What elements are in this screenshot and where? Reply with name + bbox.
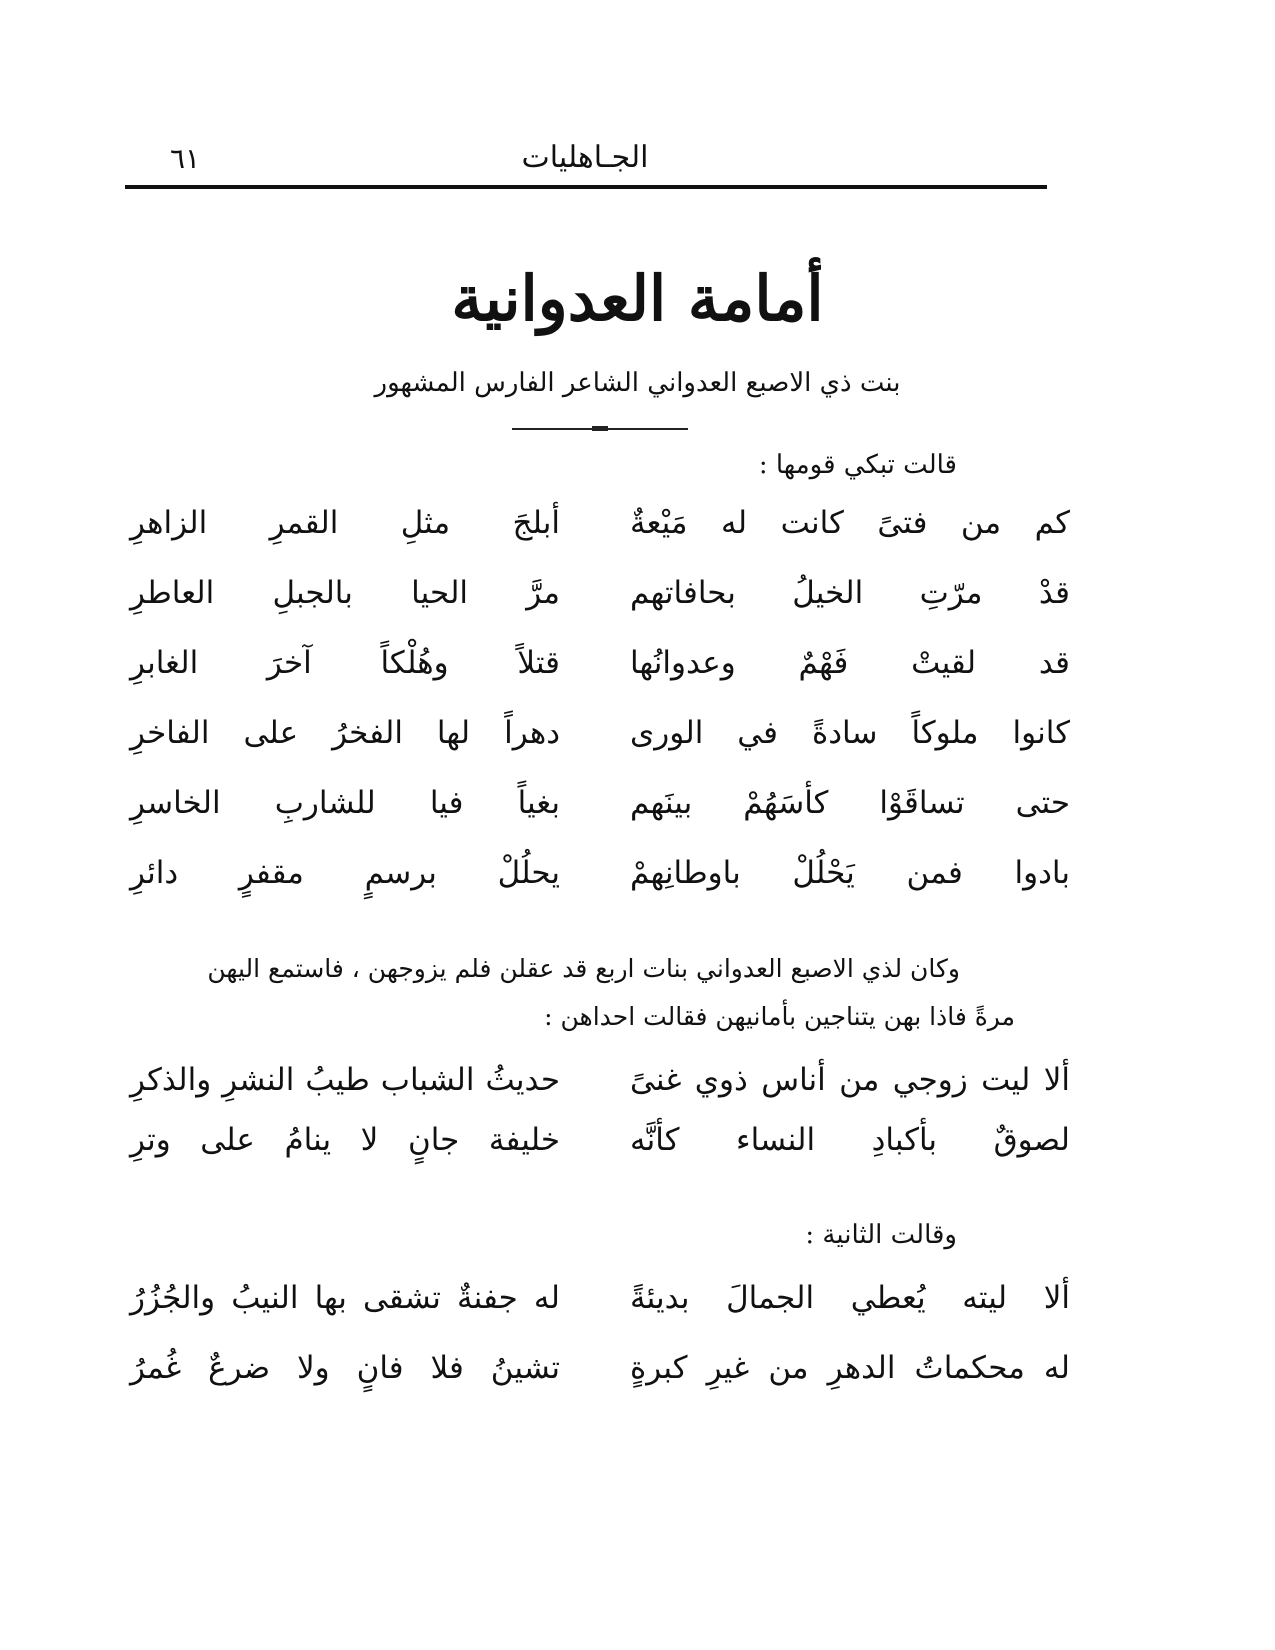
verse-first-half: كم من فتىً كانت له مَيْعةٌ (630, 505, 1070, 541)
verse-second-half: يحلُلْ برسمٍ مقفرٍ دائرِ (130, 855, 560, 891)
title-divider (512, 428, 688, 430)
verse-line (130, 1280, 1070, 1340)
verse-second-half: تشينُ فلا فانٍ ولا ضرعٌ غُمرُ (130, 1350, 560, 1386)
verse-second-half: بغياً فيا للشاربِ الخاسرِ (130, 785, 560, 821)
verse-line (130, 855, 1070, 915)
verse-first-half: لصوقٌ بأكبادِ النساء كأنَّه (630, 1122, 1070, 1158)
verse-first-half: ألا ليته يُعطي الجمالَ بديئةً (630, 1280, 1070, 1316)
prose-paragraph (140, 945, 1015, 1041)
verse-line (130, 785, 1070, 845)
verse-second-half: دهراً لها الفخرُ على الفاخرِ (130, 715, 560, 751)
verse-line (130, 1062, 1070, 1122)
page-subtitle: بنت ذي الاصبع العدواني الشاعر الفارس المشهور (374, 368, 901, 398)
verse-first-half: بادوا فمن يَحْلُلْ باوطانِهمْ (630, 855, 1070, 891)
verse-first-half: ألا ليت زوجي من أناس ذوي غنىً (630, 1062, 1070, 1098)
verse-line (130, 645, 1070, 705)
running-title: الجـاهليات (521, 140, 649, 175)
verse-line (130, 1122, 1070, 1182)
verse-first-half: له محكماتُ الدهرِ من غيرِ كبرةٍ (630, 1350, 1070, 1386)
verse-line (130, 1350, 1070, 1410)
verse-second-half: أبلجَ مثلِ القمرِ الزاهرِ (130, 505, 560, 541)
verse-second-half: خليفة جانٍ لا ينامُ على وترِ (130, 1122, 560, 1158)
poem-intro: قالت تبكي قومها : (758, 450, 957, 480)
prose-line: مرةً فاذا بهن يتناجين بأمانيهن فقالت احداهن : (544, 1002, 1015, 1031)
verse-second-half: قتلاً وهُلْكاً آخرَ الغابرِ (130, 645, 560, 681)
verse-first-half: قدْ مرّتِ الخيلُ بحافاتهم (630, 575, 1070, 611)
page-title: أمامة العدوانية (451, 262, 824, 335)
verse-second-half: حديثُ الشباب طيبُ النشرِ والذكرِ (130, 1062, 560, 1098)
verse-second-half: مرَّ الحيا بالجبلِ العاطرِ (130, 575, 560, 611)
page-number: ٦١ (170, 142, 201, 175)
poem-intro: وقالت الثانية : (805, 1220, 957, 1250)
page-header (125, 130, 1045, 190)
verse-line (130, 715, 1070, 775)
verse-first-half: حتى تساقَوْا كأسَهُمْ بينَهم (630, 785, 1070, 821)
header-rule (125, 185, 1047, 189)
verse-first-half: كانوا ملوكاً سادةً في الورى (630, 715, 1070, 751)
verse-line (130, 505, 1070, 565)
verse-first-half: قد لقيتْ فَهْمٌ وعدوانُها (630, 645, 1070, 681)
verse-second-half: له جفنةٌ تشقى بها النيبُ والجُزُرُ (130, 1280, 560, 1316)
verse-line (130, 575, 1070, 635)
prose-line: وكان لذي الاصبع العدواني بنات اربع قد عقلن فلم يزوجهن ، فاستمع اليهن (207, 954, 960, 983)
